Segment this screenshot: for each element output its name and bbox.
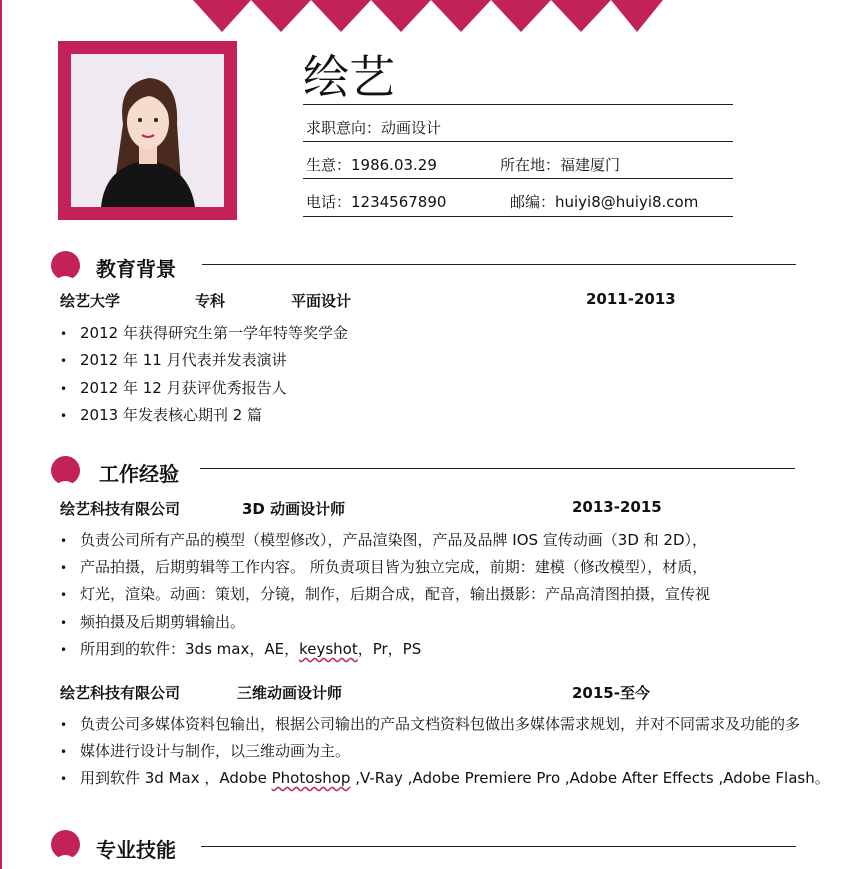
- section-marker-icon: [50, 830, 81, 859]
- bullet-icon: •: [60, 561, 68, 575]
- divider: [303, 104, 733, 105]
- job-years: 2013-2015: [572, 498, 662, 516]
- bullet-icon: •: [60, 718, 68, 732]
- list-item-software: • 用到软件 3d Max ，Adobe Photoshop ,V-Ray ,Adobe Premiere Pro ,Adobe After Effects ,Adobe Flash。: [60, 769, 830, 787]
- education-years: 2011-2013: [586, 290, 676, 308]
- job-intent: 求职意向：动画设计: [306, 119, 442, 137]
- list-item: • 2012 年 11 月代表并发表演讲: [60, 351, 287, 369]
- education-school: 绘艺大学: [60, 292, 121, 310]
- list-item: • 灯光，渲染。动画：策划，分镜，制作，后期合成，配音，输出摄影：产品高清图拍摄，宣传视: [60, 585, 711, 603]
- education-major: 平面设计: [291, 292, 352, 310]
- job-position: 三维动画设计师: [237, 684, 343, 702]
- bullet-icon: •: [60, 327, 68, 341]
- bullet-icon: •: [60, 745, 68, 759]
- list-item: • 2013 年发表核心期刊 2 篇: [60, 406, 263, 424]
- list-item: • 2012 年 12 月获评优秀报告人: [60, 379, 287, 397]
- location: 所在地：福建厦门: [500, 156, 621, 174]
- list-item: • 负责公司多媒体资料包输出，根据公司输出的产品文档资料包做出多媒体需求规划，并对不同需求及功能的多: [60, 715, 801, 733]
- divider: [303, 141, 733, 142]
- bullet-icon: •: [60, 409, 68, 423]
- job-years: 2015-至今: [572, 684, 650, 702]
- section-divider: [201, 846, 796, 847]
- left-accent-border: [0, 0, 2, 869]
- bullet-icon: •: [60, 772, 68, 786]
- education-degree: 专科: [195, 292, 226, 310]
- list-item: • 媒体进行设计与制作，以三维动画为主。: [60, 742, 351, 760]
- spellcheck-word: Photoshop: [271, 769, 351, 787]
- section-title-skills: 专业技能: [96, 838, 176, 862]
- list-item: • 2012 年获得研究生第一学年特等奖学金: [60, 324, 348, 342]
- job-company: 绘艺科技有限公司: [60, 500, 181, 518]
- candidate-name: 绘艺: [303, 50, 395, 104]
- spellcheck-word: keyshot: [299, 640, 358, 658]
- bullet-icon: •: [60, 354, 68, 368]
- bullet-icon: •: [60, 534, 68, 548]
- list-item-software: • 所用到的软件：3ds max，AE，keyshot，Pr，PS: [60, 640, 422, 658]
- list-item: • 频拍摄及后期剪辑输出。: [60, 613, 246, 631]
- bullet-icon: •: [60, 616, 68, 630]
- section-divider: [202, 264, 796, 265]
- section-title-work: 工作经验: [99, 462, 179, 486]
- bullet-icon: •: [60, 588, 68, 602]
- divider: [303, 216, 733, 217]
- birth-date: 生意：1986.03.29: [306, 156, 437, 174]
- section-marker-icon: [50, 456, 81, 485]
- section-title-education: 教育背景: [96, 257, 176, 281]
- job-company: 绘艺科技有限公司: [60, 684, 181, 702]
- header-triangle-decoration: [193, 0, 663, 34]
- section-marker-icon: [50, 251, 81, 280]
- email: 邮编：huiyi8@huiyi8.com: [510, 193, 699, 211]
- bullet-icon: •: [60, 643, 68, 657]
- profile-photo: [71, 54, 224, 207]
- job-position: 3D 动画设计师: [242, 500, 346, 518]
- section-divider: [200, 468, 795, 469]
- photo-frame: [58, 41, 237, 220]
- bullet-icon: •: [60, 382, 68, 396]
- phone: 电话：1234567890: [306, 193, 447, 211]
- list-item: • 负责公司所有产品的模型（模型修改），产品渲染图，产品及品牌 IOS 宣传动画（3D 和 2D），: [60, 531, 708, 549]
- divider: [303, 178, 733, 179]
- list-item: • 产品拍摄，后期剪辑等工作内容。 所负责项目皆为独立完成，前期：建模（修改模型），材质，: [60, 558, 708, 576]
